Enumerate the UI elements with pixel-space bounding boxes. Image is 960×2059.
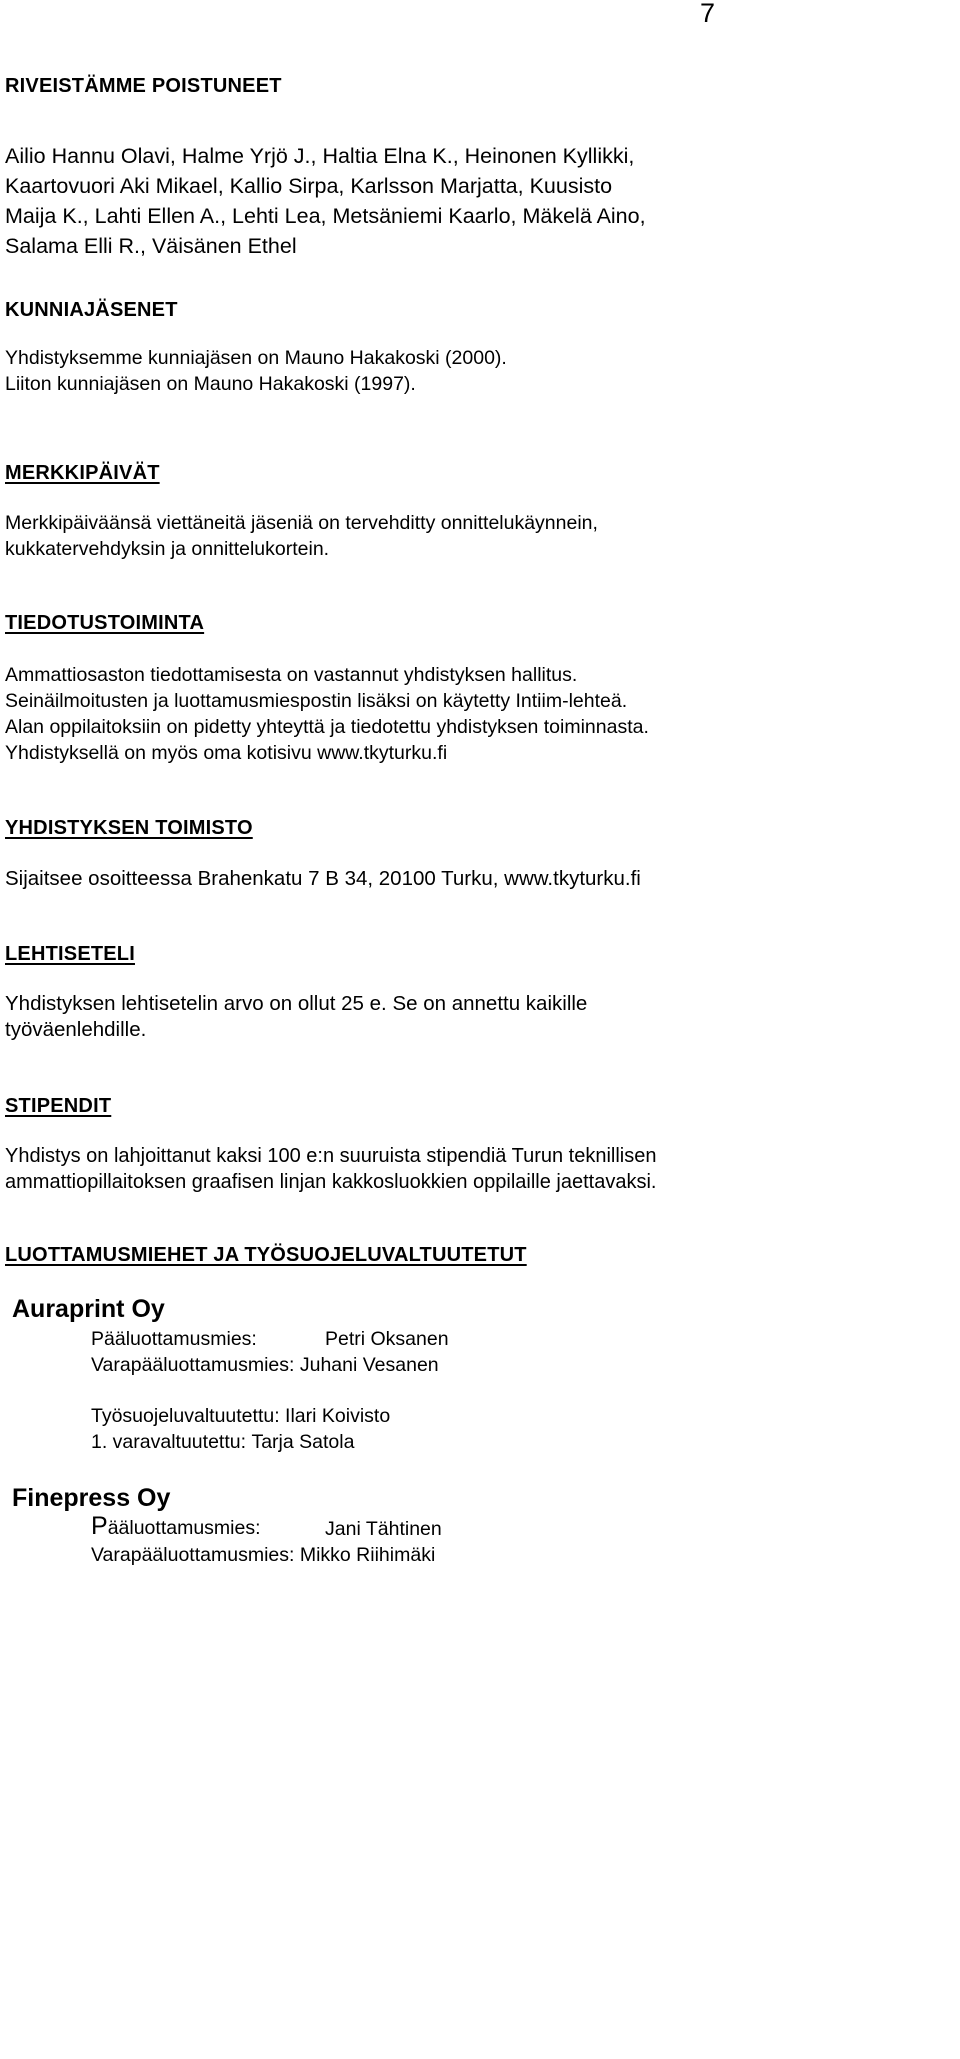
- role-row: [91, 1403, 390, 1429]
- lehtiseteli-text: [5, 991, 733, 1043]
- kunniajasenet-text: [5, 345, 733, 397]
- text-line: Maija K., Lahti Ellen A., Lehti Lea, Metsäniemi Kaarlo, Mäkelä Aino,: [5, 204, 646, 228]
- text-line: Salama Elli R., Väisänen Ethel: [5, 234, 297, 258]
- yhdistyksen-toimisto-text: [5, 866, 733, 892]
- heading-tiedotustoiminta: TIEDOTUSTOIMINTA: [5, 612, 205, 634]
- role-value: Jani Tähtinen: [325, 1518, 442, 1540]
- text-line: Ailio Hannu Olavi, Halme Yrjö J., Haltia Elna K., Heinonen Kyllikki,: [5, 144, 635, 168]
- role-value: Mikko Riihimäki: [299, 1544, 436, 1566]
- role-value-row: [325, 1326, 449, 1352]
- page-number: 7: [699, 0, 715, 28]
- role-label: Pääluottamusmies:: [91, 1328, 257, 1350]
- role-row: [91, 1429, 354, 1455]
- role-row: [91, 1326, 257, 1352]
- role-label: ääluottamusmies:: [107, 1517, 261, 1539]
- role-row: [91, 1352, 439, 1378]
- role-row: [91, 1542, 435, 1568]
- riveistamme-poistuneet-text: [5, 141, 733, 261]
- role-value: Petri Oksanen: [325, 1328, 449, 1350]
- text-line: Kaartovuori Aki Mikael, Kallio Sirpa, Karlsson Marjatta, Kuusisto: [5, 174, 613, 198]
- text-line: Yhdistys on lahjoittanut kaksi 100 e:n suuruista stipendiä Turun teknillisen: [5, 1145, 657, 1167]
- role-row: [91, 1513, 261, 1541]
- text-line: Yhdistyksen lehtisetelin arvo on ollut 25 e. Se on annettu kaikille: [5, 992, 588, 1015]
- text-line: työväenlehdille.: [5, 1018, 147, 1041]
- heading-yhdistyksen-toimisto: YHDISTYKSEN TOIMISTO: [5, 817, 253, 839]
- role-value: Tarja Satola: [251, 1431, 355, 1453]
- role-label-initial: P: [91, 1512, 108, 1540]
- text-line: kukkatervehdyksin ja onnittelukortein.: [5, 538, 330, 560]
- heading-riveistamme-poistuneet: RIVEISTÄMME POISTUNEET: [5, 75, 282, 97]
- text-line: Yhdistyksemme kunniajäsen on Mauno Hakakoski (2000).: [5, 347, 507, 369]
- heading-kunniajasenet: KUNNIAJÄSENET: [5, 299, 178, 321]
- role-label: Työsuojeluvaltuutettu:: [91, 1405, 280, 1427]
- text-line: ammattiopillaitoksen graafisen linjan kakkosluokkien oppilaille jaettavaksi.: [5, 1171, 657, 1193]
- heading-merkkipaivat: MERKKIPÄIVÄT: [5, 462, 160, 484]
- role-value-row: [325, 1516, 442, 1542]
- role-value: Juhani Vesanen: [299, 1354, 439, 1376]
- heading-luottamusmiehet: LUOTTAMUSMIEHET JA TYÖSUOJELUVALTUUTETUT: [5, 1244, 527, 1266]
- tiedotustoiminta-text: [5, 662, 733, 766]
- text-line: Yhdistyksellä on myös oma kotisivu www.tkyturku.fi: [5, 742, 448, 764]
- text-line: Liiton kunniajäsen on Mauno Hakakoski (1997).: [5, 373, 416, 395]
- role-value: Ilari Koivisto: [285, 1405, 391, 1427]
- heading-lehtiseteli: LEHTISETELI: [5, 943, 135, 965]
- merkkipaivat-text: [5, 510, 733, 562]
- text-line: Merkkipäiväänsä viettäneitä jäseniä on tervehditty onnittelukäynnein,: [5, 512, 598, 534]
- stipendit-text: [5, 1143, 733, 1195]
- role-label: Varapääluottamusmies:: [91, 1544, 295, 1566]
- role-label: Varapääluottamusmies:: [91, 1354, 295, 1376]
- role-label: 1. varavaltuutettu:: [91, 1431, 247, 1453]
- text-line: Sijaitsee osoitteessa Brahenkatu 7 B 34, 20100 Turku, www.tkyturku.fi: [5, 867, 641, 890]
- company-name-auraprint: Auraprint Oy: [12, 1295, 165, 1323]
- heading-stipendit: STIPENDIT: [5, 1095, 112, 1117]
- text-line: Seinäilmoitusten ja luottamusmiespostin lisäksi on käytetty Intiim-lehteä.: [5, 690, 628, 712]
- company-name-finepress: Finepress Oy: [12, 1484, 171, 1512]
- text-line: Alan oppilaitoksiin on pidetty yhteyttä ja tiedotettu yhdistyksen toiminnasta.: [5, 716, 649, 738]
- text-line: Ammattiosaston tiedottamisesta on vastannut yhdistyksen hallitus.: [5, 664, 578, 686]
